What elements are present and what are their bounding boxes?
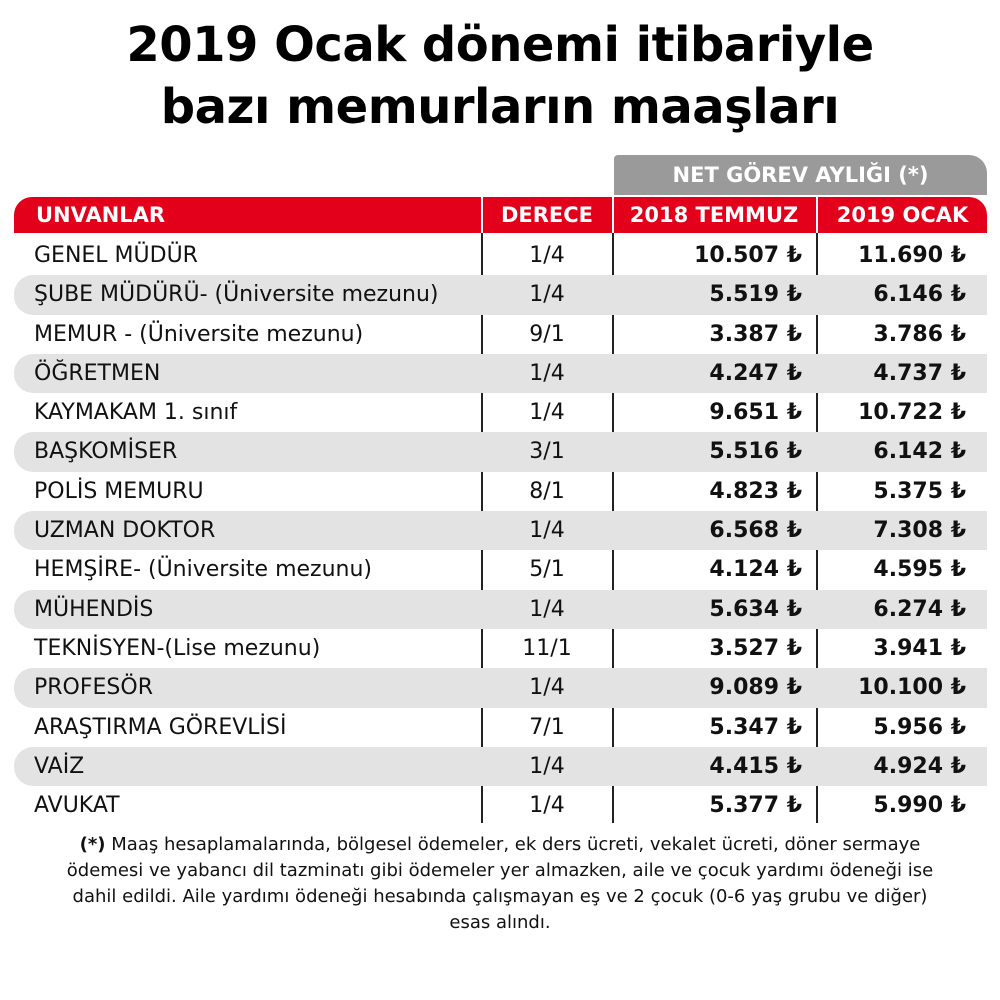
temmuz-2018-cell	[614, 275, 802, 314]
currency-symbol: ₺	[950, 439, 966, 465]
cell-value: 10.722	[858, 400, 944, 426]
cell-value: 11.690	[858, 243, 944, 268]
currency-symbol: ₺	[786, 753, 802, 779]
currency-symbol: ₺	[786, 714, 802, 740]
cell-value: 5.347	[709, 714, 780, 740]
ocak-2019-cell	[818, 315, 966, 354]
cell-value: 3.527	[709, 635, 780, 661]
currency-symbol: ₺	[950, 596, 966, 622]
ocak-2019-cell	[818, 354, 966, 393]
cell-value: HEMŞİRE- (Üniversite mezunu)	[34, 557, 372, 583]
cell-value: 1/4	[529, 596, 565, 622]
cell-value: 3.941	[873, 635, 944, 661]
ocak-2019-cell	[818, 629, 966, 668]
temmuz-2018-cell	[614, 786, 802, 825]
cell-value: 1/4	[529, 753, 565, 779]
ocak-2019-cell	[818, 747, 966, 786]
cell-value: 3.387	[709, 321, 780, 347]
table-row	[14, 432, 987, 471]
currency-symbol: ₺	[786, 596, 802, 622]
currency-symbol: ₺	[950, 282, 966, 308]
cell-value: VAİZ	[34, 753, 85, 779]
cell-value: 5/1	[529, 557, 565, 583]
cell-value: ŞUBE MÜDÜRÜ- (Üniversite mezunu)	[34, 282, 439, 308]
cell-value: 6.274	[873, 596, 944, 622]
currency-symbol: ₺	[950, 557, 966, 583]
table-body	[14, 236, 987, 825]
cell-value: 4.924	[873, 753, 944, 779]
cell-value: 4.737	[873, 360, 944, 386]
table-row	[14, 629, 987, 668]
temmuz-2018-cell	[614, 708, 802, 747]
cell-value: 3/1	[529, 439, 565, 465]
currency-symbol: ₺	[950, 714, 966, 740]
cell-value: MEMUR - (Üniversite mezunu)	[34, 321, 364, 347]
cell-value: UZMAN DOKTOR	[34, 518, 216, 544]
cell-value: ÖĞRETMEN	[34, 360, 161, 386]
header-divider-2	[612, 197, 614, 233]
currency-symbol: ₺	[786, 675, 802, 701]
temmuz-2018-cell	[614, 472, 802, 511]
currency-symbol: ₺	[950, 793, 966, 819]
derece-cell	[482, 747, 612, 786]
cell-value: 10.100	[858, 675, 944, 701]
table-row	[14, 315, 987, 354]
currency-symbol: ₺	[786, 282, 802, 308]
header-divider-1	[481, 197, 483, 233]
unvan-cell	[34, 786, 120, 825]
table-row	[14, 708, 987, 747]
currency-symbol: ₺	[786, 439, 802, 465]
header-unvanlar: UNVANLAR	[36, 203, 166, 227]
temmuz-2018-cell	[614, 668, 802, 707]
header-divider-3	[816, 197, 818, 233]
cell-value: 3.786	[873, 321, 944, 347]
ocak-2019-cell	[818, 472, 966, 511]
cell-value: 1/4	[529, 518, 565, 544]
cell-value: 9/1	[529, 321, 565, 347]
ocak-2019-cell	[818, 511, 966, 550]
derece-cell	[482, 590, 612, 629]
table-row	[14, 550, 987, 589]
currency-symbol: ₺	[786, 400, 802, 426]
currency-symbol: ₺	[950, 518, 966, 544]
temmuz-2018-cell	[614, 354, 802, 393]
derece-cell	[482, 668, 612, 707]
unvan-cell	[34, 708, 287, 747]
cell-value: 5.990	[873, 793, 944, 819]
temmuz-2018-cell	[614, 236, 802, 275]
cell-value: GENEL MÜDÜR	[34, 243, 198, 268]
cell-value: AVUKAT	[34, 793, 120, 819]
derece-cell	[482, 511, 612, 550]
table-row	[14, 786, 987, 825]
cell-value: PROFESÖR	[34, 675, 153, 701]
currency-symbol: ₺	[950, 400, 966, 426]
ocak-2019-cell	[818, 432, 966, 471]
currency-symbol: ₺	[786, 557, 802, 583]
footnote-text: Maaş hesaplamalarında, bölgesel ödemeler, ek ders ücreti, vekalet ücreti, döner sermaye ödemesi ve yabancı dil tazminatı gibi ödemeler yer almazken, aile ve çocuk yardımı ödeneği ise dahil edildi. Aile yardımı ödeneği hesabında çalışmayan eş ve 2 çocuk (0-6 yaş grubu ve diğer) esas alındı.	[66, 834, 934, 933]
cell-value: 1/4	[529, 793, 565, 819]
column-group-header: NET GÖREV AYLIĞI (*)	[614, 155, 987, 195]
temmuz-2018-cell	[614, 550, 802, 589]
cell-value: ARAŞTIRMA GÖREVLİSİ	[34, 714, 287, 740]
cell-value: 9.089	[709, 675, 780, 701]
cell-value: 8/1	[529, 478, 565, 504]
cell-value: 11/1	[522, 635, 572, 661]
cell-value: 4.823	[709, 478, 780, 504]
header-2019-ocak: 2019 OCAK	[836, 203, 969, 227]
derece-cell	[482, 354, 612, 393]
header-2018-temmuz: 2018 TEMMUZ	[629, 203, 799, 227]
temmuz-2018-cell	[614, 511, 802, 550]
cell-value: 4.415	[709, 753, 780, 779]
cell-value: 1/4	[529, 243, 565, 268]
cell-value: 5.375	[873, 478, 944, 504]
footnote-marker: (*)	[79, 834, 106, 855]
temmuz-2018-cell	[614, 629, 802, 668]
table-row	[14, 511, 987, 550]
temmuz-2018-cell	[614, 393, 802, 432]
table-header	[14, 197, 987, 233]
ocak-2019-cell	[818, 550, 966, 589]
cell-value: 4.124	[709, 557, 780, 583]
cell-value: TEKNİSYEN-(Lise mezunu)	[34, 635, 321, 661]
ocak-2019-cell	[818, 275, 966, 314]
currency-symbol: ₺	[786, 635, 802, 661]
derece-cell	[482, 315, 612, 354]
cell-value: 5.519	[709, 282, 780, 308]
table-row	[14, 354, 987, 393]
cell-value: 5.956	[873, 714, 944, 740]
cell-value: 7/1	[529, 714, 565, 740]
ocak-2019-cell	[818, 668, 966, 707]
currency-symbol: ₺	[786, 243, 802, 268]
currency-symbol: ₺	[786, 518, 802, 544]
cell-value: MÜHENDİS	[34, 596, 154, 622]
cell-value: 4.595	[873, 557, 944, 583]
table-row	[14, 668, 987, 707]
currency-symbol: ₺	[950, 753, 966, 779]
temmuz-2018-cell	[614, 590, 802, 629]
currency-symbol: ₺	[786, 360, 802, 386]
table-row	[14, 747, 987, 786]
cell-value: 6.146	[873, 282, 944, 308]
derece-cell	[482, 786, 612, 825]
title-line-1: 2019 Ocak dönemi itibariyle	[126, 17, 874, 73]
unvan-cell	[34, 236, 198, 275]
table-row	[14, 236, 987, 275]
derece-cell	[482, 236, 612, 275]
table-row	[14, 393, 987, 432]
unvan-cell	[34, 629, 320, 668]
footnote	[60, 832, 940, 936]
ocak-2019-cell	[818, 786, 966, 825]
cell-value: 1/4	[529, 282, 565, 308]
derece-cell	[482, 708, 612, 747]
unvan-cell	[34, 747, 84, 786]
unvan-cell	[34, 275, 439, 314]
cell-value: 6.568	[709, 518, 780, 544]
temmuz-2018-cell	[614, 747, 802, 786]
derece-cell	[482, 550, 612, 589]
currency-symbol: ₺	[950, 675, 966, 701]
unvan-cell	[34, 668, 153, 707]
currency-symbol: ₺	[950, 243, 966, 268]
ocak-2019-cell	[818, 590, 966, 629]
header-derece: DERECE	[500, 203, 594, 227]
table-row	[14, 590, 987, 629]
currency-symbol: ₺	[950, 321, 966, 347]
cell-value: 5.516	[709, 439, 780, 465]
derece-cell	[482, 472, 612, 511]
cell-value: 10.507	[694, 243, 780, 268]
currency-symbol: ₺	[950, 478, 966, 504]
unvan-cell	[34, 432, 177, 471]
cell-value: 1/4	[529, 675, 565, 701]
cell-value: 1/4	[529, 360, 565, 386]
unvan-cell	[34, 393, 237, 432]
cell-value: BAŞKOMİSER	[34, 439, 178, 465]
derece-cell	[482, 629, 612, 668]
currency-symbol: ₺	[786, 793, 802, 819]
ocak-2019-cell	[818, 236, 966, 275]
cell-value: POLİS MEMURU	[34, 478, 204, 504]
title-line-2: bazı memurların maaşları	[160, 79, 840, 135]
table-row	[14, 275, 987, 314]
cell-value: 7.308	[873, 518, 944, 544]
currency-symbol: ₺	[950, 360, 966, 386]
currency-symbol: ₺	[786, 478, 802, 504]
cell-value: 9.651	[709, 400, 780, 426]
unvan-cell	[34, 550, 372, 589]
derece-cell	[482, 393, 612, 432]
cell-value: 4.247	[709, 360, 780, 386]
ocak-2019-cell	[818, 708, 966, 747]
cell-value: KAYMAKAM 1. sınıf	[34, 400, 238, 426]
cell-value: 5.377	[709, 793, 780, 819]
unvan-cell	[34, 315, 363, 354]
table-row	[14, 472, 987, 511]
unvan-cell	[34, 472, 204, 511]
temmuz-2018-cell	[614, 432, 802, 471]
cell-value: 1/4	[529, 400, 565, 426]
unvan-cell	[34, 354, 160, 393]
derece-cell	[482, 432, 612, 471]
unvan-cell	[34, 511, 215, 550]
ocak-2019-cell	[818, 393, 966, 432]
unvan-cell	[34, 590, 153, 629]
derece-cell	[482, 275, 612, 314]
currency-symbol: ₺	[786, 321, 802, 347]
chart-title	[0, 14, 1000, 138]
cell-value: 6.142	[873, 439, 944, 465]
currency-symbol: ₺	[950, 635, 966, 661]
cell-value: 5.634	[709, 596, 780, 622]
temmuz-2018-cell	[614, 315, 802, 354]
